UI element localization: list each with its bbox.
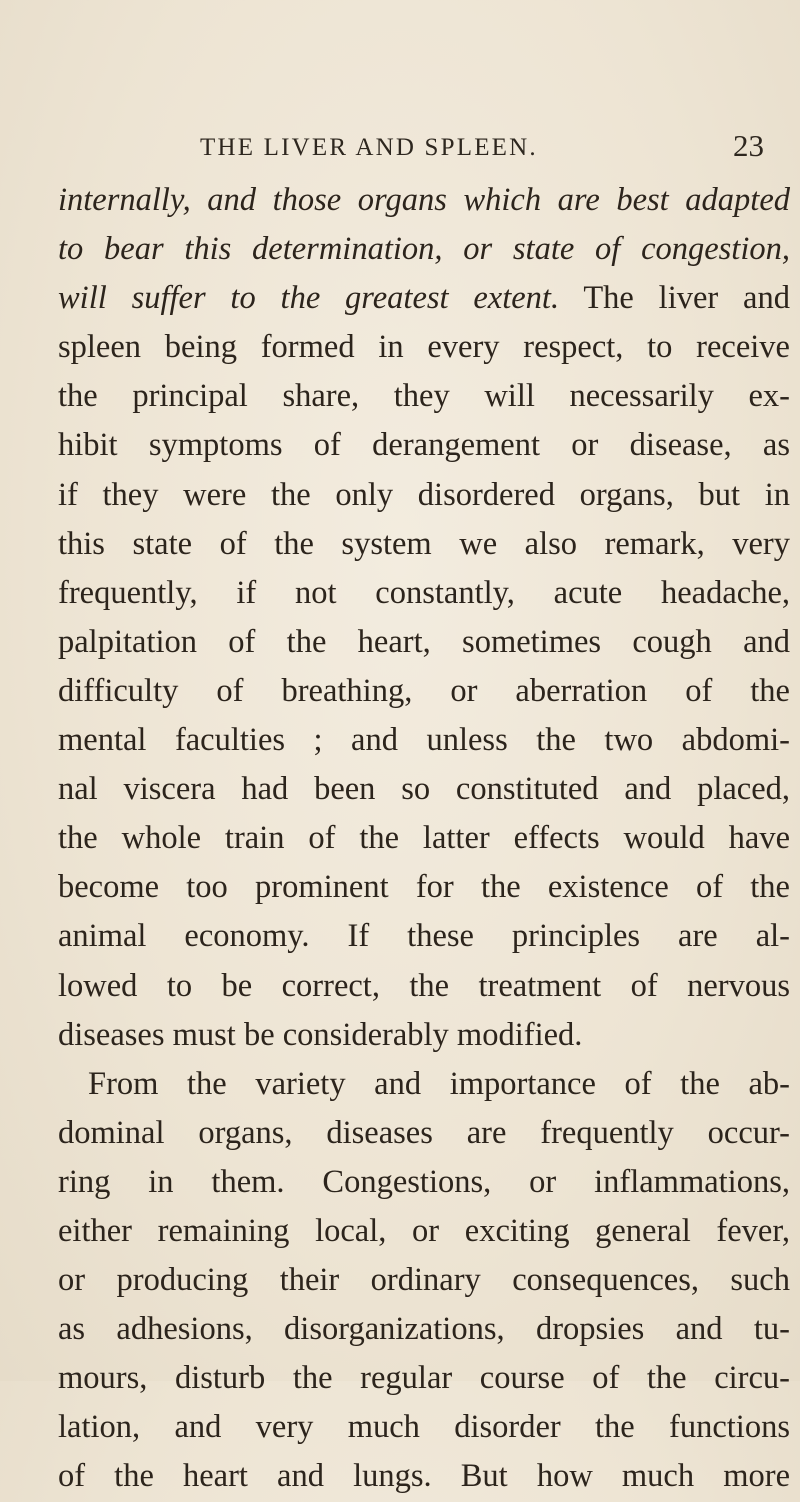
text-line bbox=[58, 225, 790, 274]
text-line bbox=[58, 471, 790, 520]
text-line bbox=[58, 912, 790, 961]
text-line bbox=[58, 962, 790, 1011]
text-run: become too prominent for the existence of the bbox=[58, 869, 790, 906]
text-line bbox=[58, 1256, 790, 1305]
text-run: palpitation of the heart, sometimes cough and bbox=[58, 623, 790, 660]
text-line bbox=[58, 421, 790, 470]
text-line bbox=[58, 765, 790, 814]
text-line bbox=[58, 1354, 790, 1403]
text-run: mours, disturb the regular course of the circu- bbox=[58, 1360, 790, 1397]
text-run: lation, and very much disorder the functions bbox=[58, 1409, 790, 1446]
text-run: if they were the only disordered organs, but in bbox=[58, 476, 790, 513]
text-line bbox=[58, 667, 790, 716]
italic-text: will suffer to the greatest extent. bbox=[58, 280, 560, 317]
text-line bbox=[58, 716, 790, 765]
text-line bbox=[58, 1109, 790, 1158]
text-line bbox=[58, 1011, 790, 1060]
text-line bbox=[58, 814, 790, 863]
body-text bbox=[58, 176, 790, 1502]
text-run: animal economy. If these principles are al- bbox=[58, 918, 790, 955]
italic-text: to bear this determination, or state of congestion, bbox=[58, 231, 790, 268]
text-run: as adhesions, disorganizations, dropsies and tu- bbox=[58, 1311, 790, 1348]
text-run: The liver and bbox=[559, 280, 790, 317]
text-line bbox=[58, 1305, 790, 1354]
text-line bbox=[58, 520, 790, 569]
text-run: difficulty of breathing, or aberration of the bbox=[58, 672, 790, 709]
text-run: either remaining local, or exciting general fever, bbox=[58, 1212, 790, 1249]
text-line bbox=[58, 863, 790, 912]
text-line bbox=[58, 618, 790, 667]
text-line bbox=[58, 1403, 790, 1452]
text-run: mental faculties ; and unless the two abdomi- bbox=[58, 722, 790, 759]
text-line bbox=[58, 274, 790, 323]
italic-text: internally, and those organs which are best adapted bbox=[58, 182, 790, 218]
text-run: lowed to be correct, the treatment of nervous bbox=[58, 967, 790, 1004]
text-line bbox=[58, 1207, 790, 1256]
text-run: dominal organs, diseases are frequently occur- bbox=[58, 1114, 790, 1151]
text-line bbox=[58, 1158, 790, 1207]
text-line bbox=[58, 372, 790, 421]
running-head bbox=[0, 128, 800, 168]
text-run: diseases must be considerably modified. bbox=[58, 1016, 583, 1053]
text-line bbox=[58, 323, 790, 372]
text-line bbox=[58, 1452, 790, 1501]
text-run: nal viscera had been so constituted and placed, bbox=[58, 771, 790, 808]
text-run: this state of the system we also remark, very bbox=[58, 525, 790, 562]
text-run: or producing their ordinary consequences, such bbox=[58, 1262, 790, 1299]
running-title: THE LIVER AND SPLEEN. bbox=[200, 134, 538, 161]
text-run: the principal share, they will necessarily ex- bbox=[58, 378, 790, 415]
text-line bbox=[58, 569, 790, 618]
text-run: the whole train of the latter effects would have bbox=[58, 820, 790, 857]
text-run: From the variety and importance of the ab- bbox=[88, 1065, 790, 1102]
text-line bbox=[58, 1060, 790, 1109]
text-line bbox=[58, 176, 790, 225]
text-run: ring in them. Congestions, or inflammations, bbox=[58, 1163, 790, 1200]
page-number: 23 bbox=[733, 128, 764, 163]
text-run: frequently, if not constantly, acute headache, bbox=[58, 574, 790, 611]
text-run: of the heart and lungs. But how much more bbox=[58, 1458, 790, 1495]
text-run: spleen being formed in every respect, to receive bbox=[58, 329, 790, 366]
text-run: hibit symptoms of derangement or disease, as bbox=[58, 427, 790, 464]
